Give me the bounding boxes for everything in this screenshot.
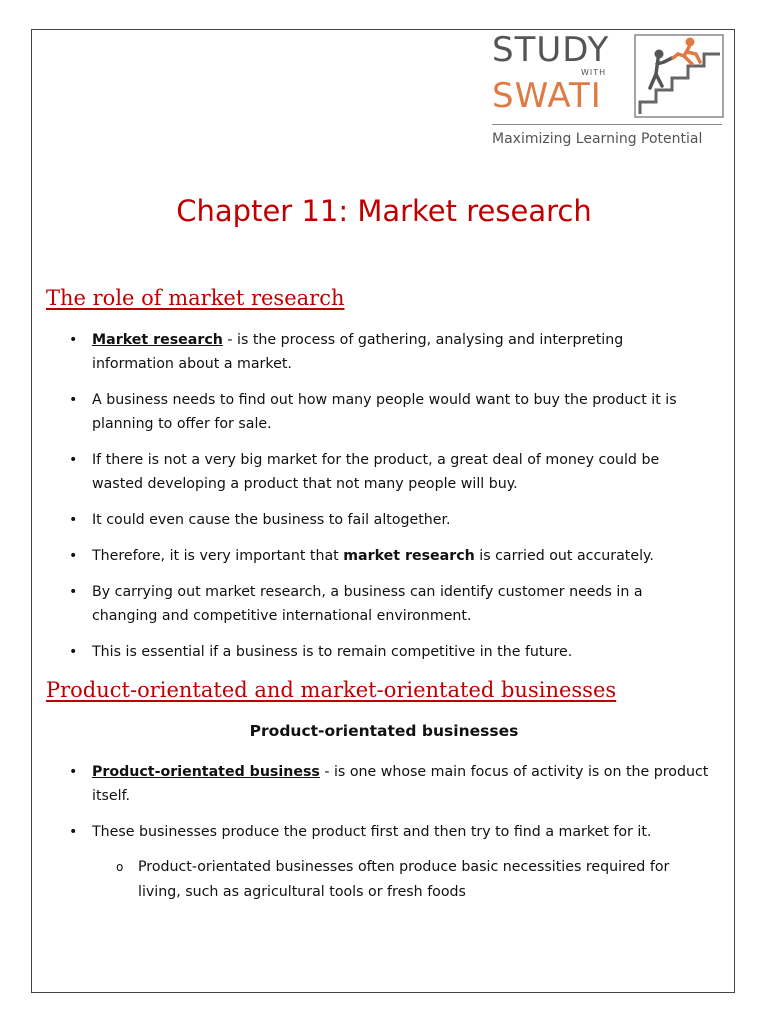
logo bbox=[492, 32, 732, 150]
section-heading-product-vs-market-orientated: Product-orientated and market-orientated businesses bbox=[46, 678, 617, 702]
list-item bbox=[69, 388, 709, 436]
bullet-icon: • bbox=[69, 764, 78, 780]
bullet-icon: • bbox=[69, 332, 78, 348]
bullet-text: This is essential if a business is to remain competitive in the future. bbox=[92, 644, 573, 660]
bullet-icon: • bbox=[69, 584, 78, 600]
logo-with-text: WITH bbox=[581, 68, 607, 77]
list-item bbox=[69, 820, 709, 844]
term-product-orientated-business: Product-orientated business bbox=[92, 764, 320, 780]
bullet-icon: • bbox=[69, 824, 78, 840]
bullet-text-pre: Therefore, it is very important that bbox=[92, 548, 344, 564]
list-item bbox=[69, 580, 709, 628]
logo-divider bbox=[492, 124, 722, 125]
bullet-icon: • bbox=[69, 452, 78, 468]
logo-tagline: Maximizing Learning Potential bbox=[492, 131, 703, 147]
bullet-text-post: is carried out accurately. bbox=[474, 548, 654, 564]
sub-heading-product-orientated: Product-orientated businesses bbox=[249, 722, 519, 740]
logo-study-text: STUDY bbox=[492, 30, 610, 70]
bullet-icon: • bbox=[69, 548, 78, 564]
bullet-text: By carrying out market research, a business can identify customer needs in a changing and competitive international environment. bbox=[92, 584, 643, 624]
list-item bbox=[69, 448, 709, 496]
bullet-text: A business needs to find out how many people would want to buy the product it is planning to offer for sale. bbox=[92, 392, 677, 432]
sub-bullet-text: Product-orientated businesses often produce basic necessities required for living, such as agricultural tools or fresh foods bbox=[138, 859, 670, 900]
list-item bbox=[69, 328, 709, 376]
bullet-text: - is the process of gathering, analysing and interpreting information about a market. bbox=[92, 332, 624, 372]
bullet-text: These businesses produce the product first and then try to find a market for it. bbox=[92, 824, 652, 840]
list-item bbox=[69, 640, 709, 664]
bullet-icon: • bbox=[69, 392, 78, 408]
bullet-text: It could even cause the business to fail altogether. bbox=[92, 512, 451, 528]
section-heading-role-of-market-research: The role of market research bbox=[46, 286, 345, 310]
list-item bbox=[69, 760, 709, 808]
bullet-icon: • bbox=[69, 644, 78, 660]
stairs-helping-hand-icon bbox=[634, 34, 724, 118]
chapter-title: Chapter 11: Market research bbox=[176, 194, 592, 228]
hollow-circle-bullet-icon: o bbox=[116, 860, 124, 874]
bullet-icon: • bbox=[69, 512, 78, 528]
bullet-text: - is one whose main focus of activity is on the product itself. bbox=[92, 764, 709, 804]
bullet-text-bold: market research bbox=[343, 548, 475, 564]
list-item bbox=[69, 508, 709, 532]
logo-swati-text: SWATI bbox=[492, 76, 602, 116]
bullet-text: If there is not a very big market for the product, a great deal of money could be wasted developing a product that not many people will buy. bbox=[92, 452, 660, 492]
list-item bbox=[69, 544, 709, 568]
term-market-research: Market research bbox=[92, 332, 223, 348]
sub-list-item bbox=[116, 855, 716, 905]
